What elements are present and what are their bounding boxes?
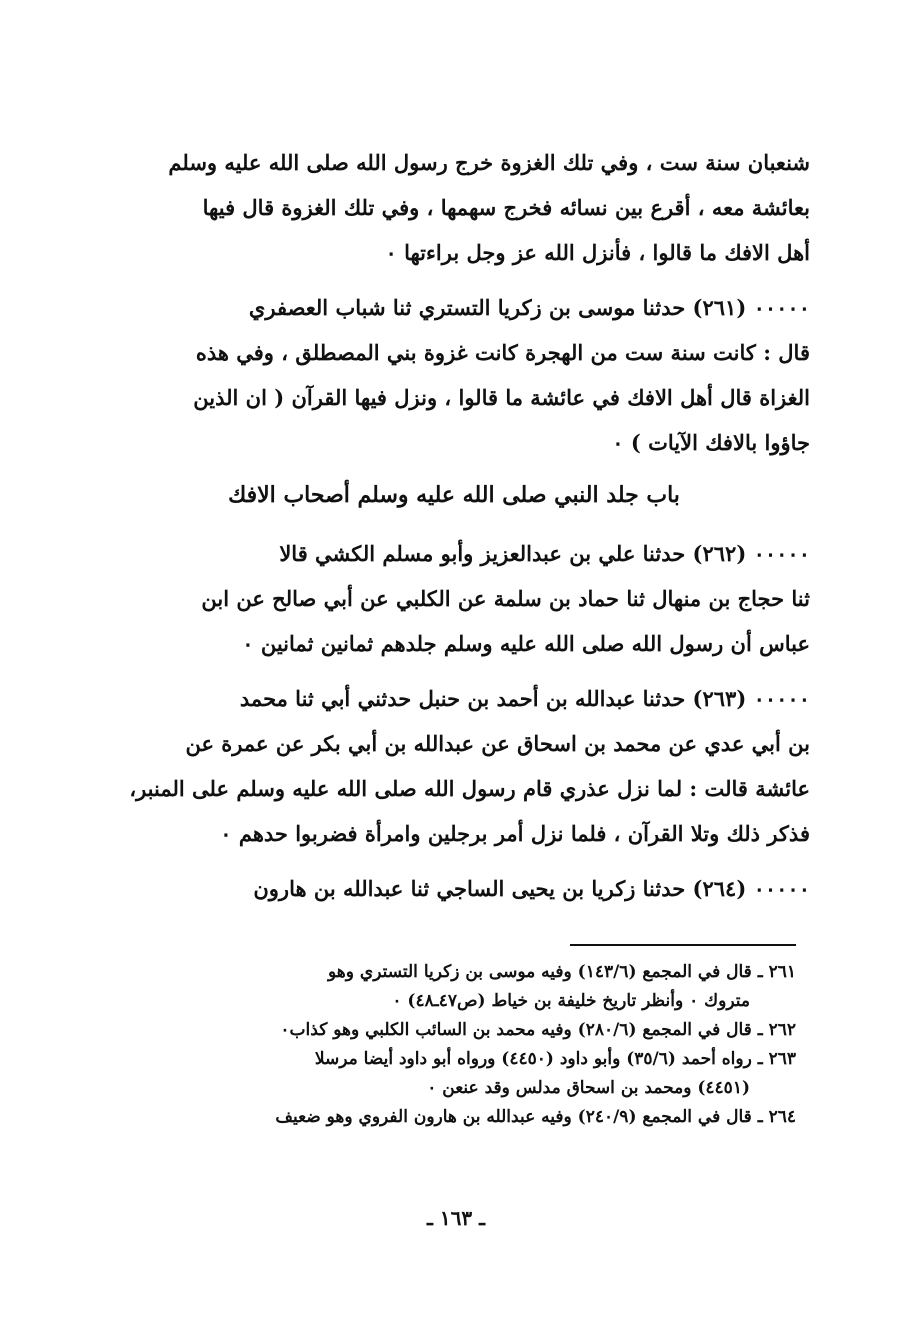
- text-line: الغزاة قال أهل الافك في عائشة ما قالوا ، ونزل فيها القرآن ( ان الذين: [193, 385, 810, 410]
- text-line: جاؤوا بالافك الآيات ) ٠: [612, 430, 810, 455]
- text-line: بن أبي عدي عن محمد بن اسحاق عن عبدالله بن أبي بكر عن عمرة عن: [185, 731, 810, 756]
- text-line: قال : كانت سنة ست من الهجرة كانت غزوة بني المصطلق ، وفي هذه: [195, 340, 810, 365]
- paragraph-263: [98, 676, 810, 856]
- text-line: ٠٠٠٠٠ (٢٦٢) حدثنا علي بن عبدالعزيز وأبو مسلم الكشي قالا: [279, 541, 810, 566]
- text-line: فذكر ذلك وتلا القرآن ، فلما نزل أمر برجلين وامرأة فضربوا حدهم ٠: [220, 821, 810, 846]
- text-line: ٠٠٠٠٠ (٢٦٣) حدثنا عبدالله بن أحمد بن حنبل حدثني أبي ثنا محمد: [239, 686, 810, 711]
- footnote-line: متروك ٠ وأنظر تاريخ خليفة بن خياط (ص٤٧ـ٤٨) ٠: [392, 991, 750, 1011]
- page-number: ـ ١٦٣ ـ: [427, 1206, 485, 1230]
- footnote-line: ٢٦٢ ـ قال في المجمع (٢٨٠/٦) وفيه محمد بن السائب الكلبي وهو كذاب٠: [280, 1020, 796, 1040]
- text-line: ٠٠٠٠٠ (٢٦١) حدثنا موسى بن زكريا التستري ثنا شباب العصفري: [248, 295, 810, 320]
- text-line: عائشة قالت : لما نزل عذري قام رسول الله صلى الله عليه وسلم على المنبر،: [129, 776, 810, 801]
- text-line: ٠٠٠٠٠ (٢٦٤) حدثنا زكريا بن يحيى الساجي ثنا عبدالله بن هارون: [253, 876, 810, 901]
- chapter-heading: باب جلد النبي صلى الله عليه وسلم أصحاب الافك: [228, 482, 680, 508]
- footnote-line: (٤٤٥١) ومحمد بن اسحاق مدلس وقد عنعن ٠: [427, 1078, 750, 1098]
- footnote-divider: [570, 944, 796, 946]
- paragraph-1: [98, 140, 810, 275]
- paragraph-264: [98, 866, 810, 911]
- footnote-line: ٢٦١ ـ قال في المجمع (١٤٣/٦) وفيه موسى بن زكريا التستري وهو: [328, 962, 796, 982]
- text-line: ثنا حجاج بن منهال ثنا حماد بن سلمة عن الكلبي عن أبي صالح عن ابن: [201, 586, 810, 611]
- text-line: بعائشة معه ، أقرع بين نسائه فخرج سهمها ، وفي تلك الغزوة قال فيها: [202, 195, 810, 220]
- paragraph-261: [98, 285, 810, 465]
- paragraph-262: [98, 531, 810, 666]
- text-line: عباس أن رسول الله صلى الله عليه وسلم جلدهم ثمانين ثمانين ٠: [242, 631, 810, 656]
- main-text: [98, 140, 810, 911]
- footnotes: [96, 958, 796, 1132]
- footnote-line: ٢٦٤ ـ قال في المجمع (٢٤٠/٩) وفيه عبدالله بن هارون الفروي وهو ضعيف: [275, 1107, 796, 1127]
- text-line: شنعبان سنة ست ، وفي تلك الغزوة خرج رسول الله صلى الله عليه وسلم: [168, 150, 810, 175]
- footnote-line: ٢٦٣ ـ رواه أحمد (٣٥/٦) وأبو داود (٤٤٥٠) ورواه أبو داود أيضا مرسلا: [314, 1049, 796, 1069]
- text-line: أهل الافك ما قالوا ، فأنزل الله عز وجل براءتها ٠: [385, 240, 810, 265]
